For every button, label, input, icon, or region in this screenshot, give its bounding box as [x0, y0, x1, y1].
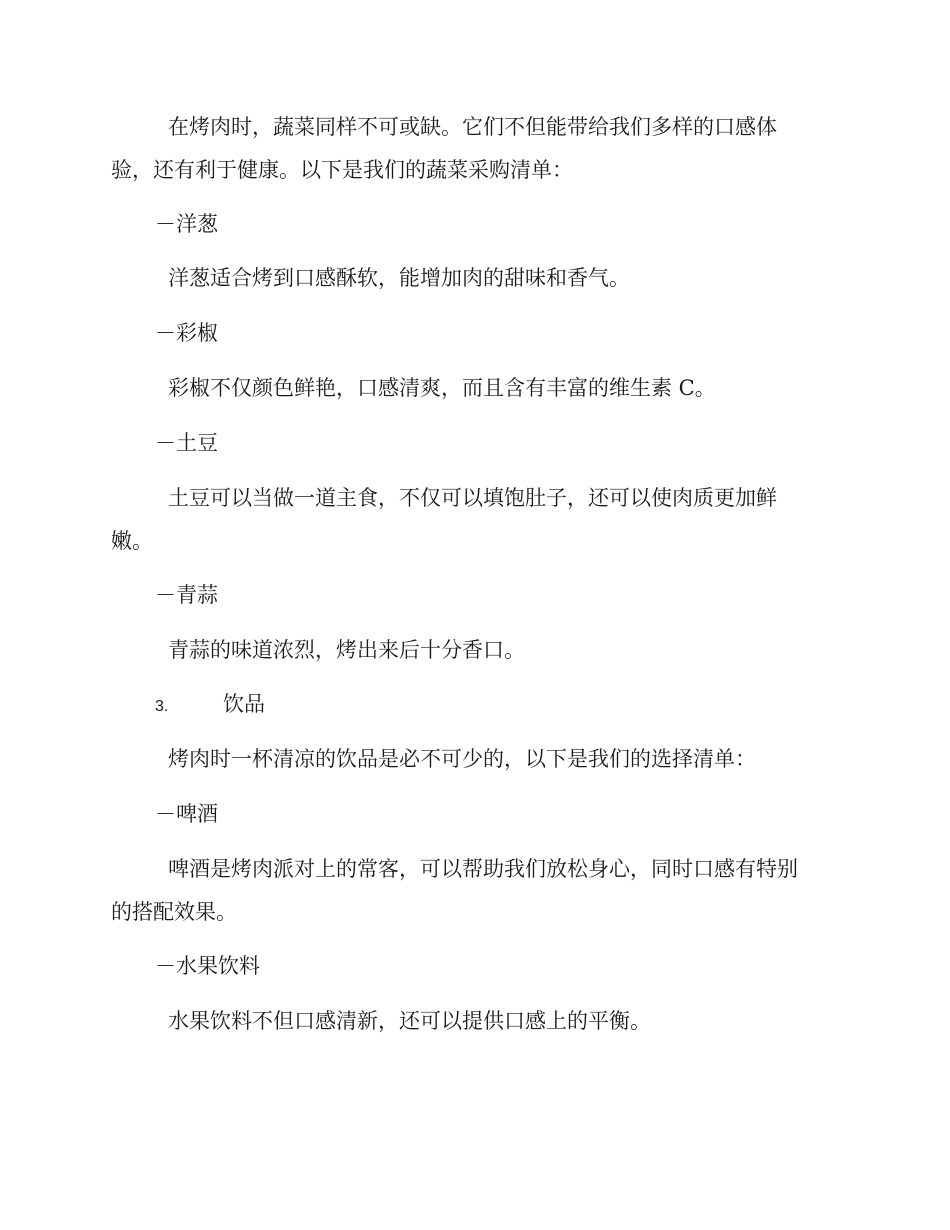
section-heading-drinks: [155, 692, 265, 719]
veg-desc-green-garlic: 青蒜的味道浓烈，烤出来后十分香口。: [168, 638, 525, 662]
veg-desc-onion: 洋葱适合烤到口感酥软，能增加肉的甜味和香气。: [168, 266, 630, 290]
intro-paragraph-line-1: 在烤肉时，蔬菜同样不可或缺。它们不但能带给我们多样的口感体: [168, 115, 777, 139]
veg-desc-potato-line-1: 土豆可以当做一道主食，不仅可以填饱肚子，还可以使肉质更加鲜: [168, 486, 777, 510]
veg-desc-bell-pepper: 彩椒不仅颜色鲜艳，口感清爽，而且含有丰富的维生素 C。: [168, 376, 716, 400]
veg-item-green-garlic: －青蒜: [155, 583, 218, 607]
drink-item-fruit-juice: －水果饮料: [155, 954, 260, 978]
intro-paragraph-line-2: 验，还有利于健康。以下是我们的蔬菜采购清单：: [111, 158, 573, 182]
drink-item-beer: －啤酒: [155, 802, 218, 826]
veg-item-bell-pepper: －彩椒: [155, 321, 218, 345]
drink-desc-beer-line-1: 啤酒是烤肉派对上的常客，可以帮助我们放松身心，同时口感有特别: [168, 857, 798, 881]
drink-desc-beer-line-2: 的搭配效果。: [111, 900, 237, 924]
section-title: 饮品: [223, 692, 265, 716]
section-number: 3.: [155, 698, 169, 715]
veg-item-potato: －土豆: [155, 431, 218, 455]
drink-desc-fruit-juice: 水果饮料不但口感清新，还可以提供口感上的平衡。: [168, 1009, 651, 1033]
veg-desc-potato-line-2: 嫩。: [111, 529, 153, 553]
drinks-intro: 烤肉时一杯清凉的饮品是必不可少的，以下是我们的选择清单：: [168, 747, 756, 771]
veg-item-onion: －洋葱: [155, 212, 218, 236]
